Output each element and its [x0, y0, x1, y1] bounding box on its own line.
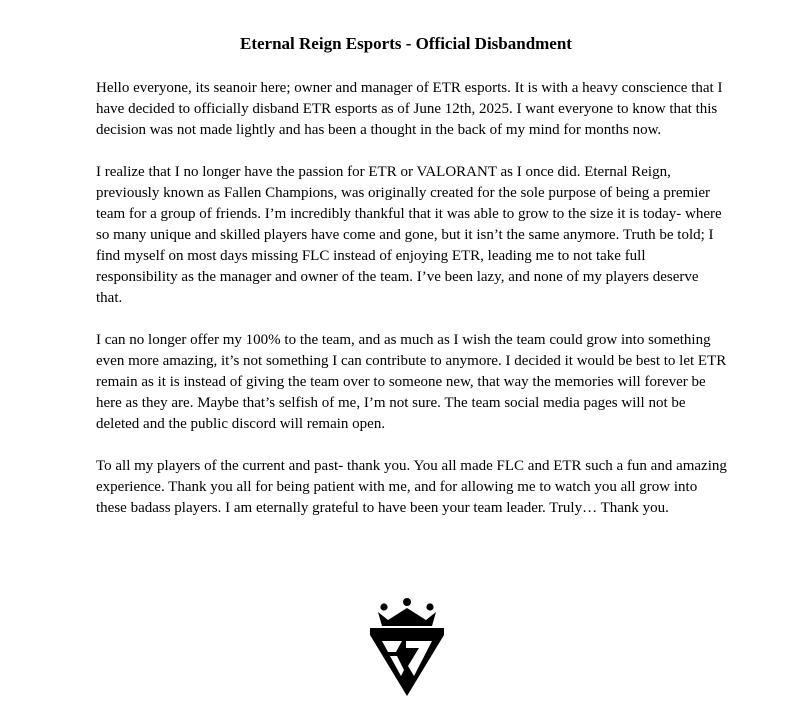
paragraph-intro: Hello everyone, its seanoir here; owner and manager of ETR esports. It is with a heavy conscience that I have decided to officially disband ETR esports as of June 12th, 2025. I want everyone to know that this decision was not made lightly and has been a thought in the back of my mind for months now. [96, 80, 723, 138]
crown-shield-logo-icon [366, 596, 448, 698]
page-title: Eternal Reign Esports - Official Disbandment [240, 34, 572, 53]
paragraph-decision: I can no longer offer my 100% to the team, and as much as I wish the team could grow into something even more amazing, it’s not something I can contribute to anymore. I decided it would be best to let ETR remain as it is instead of giving the team over to someone new, that way the memories will forever be here as they are. Maybe that’s selfish of me, I’m not sure. The team social media pages will not be deleted and the public discord will remain open. [96, 332, 727, 432]
letter-body [96, 78, 728, 540]
paragraph-reasons: I realize that I no longer have the passion for ETR or VALORANT as I once did. Eternal Reign, previously known as Fallen Champions, was originally created for the sole purpose of being a premier team for a group of friends. I’m incredibly thankful that it was able to grow to the size it is today- where so many unique and skilled players have come and gone, but it isn’t the same anymore. Truth be told; I find myself on most days missing FLC instead of enjoying ETR, leading me to not take full responsibility as the manager and owner of the team. I’ve been lazy, and none of my players deserve that. [96, 164, 722, 306]
paragraph-thanks: To all my players of the current and past- thank you. You all made FLC and ETR such a fun and amazing experience. Thank you all for being patient with me, and for allowing me to watch you all grow into these badass players. I am eternally grateful to have been your team leader. Truly… Thank you. [96, 458, 727, 516]
